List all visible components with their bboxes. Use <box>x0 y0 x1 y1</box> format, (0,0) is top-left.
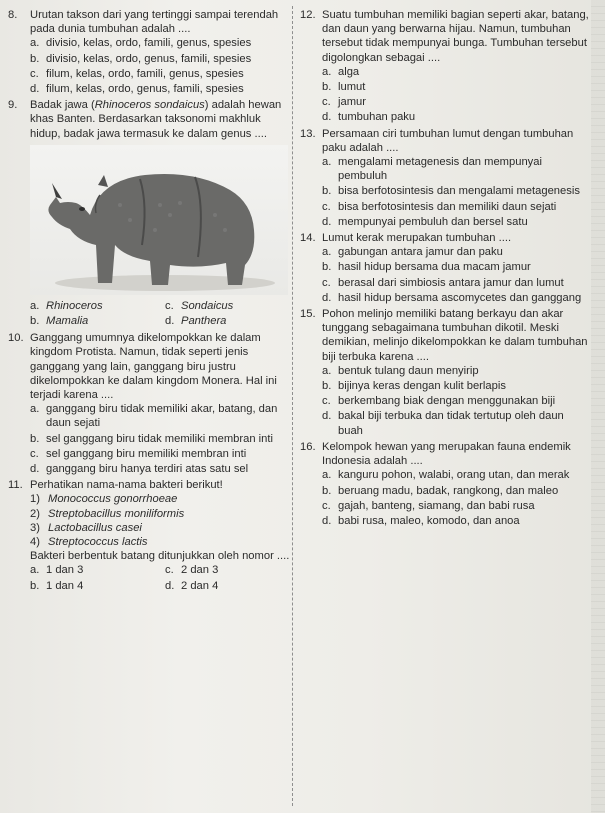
question-stem: Urutan takson dari yang tertinggi sampai terendah pada dunia tumbuhan adalah .... <box>30 9 279 36</box>
option-d: d. bakal biji terbuka dan tidak tertutup oleh daun buah <box>322 410 564 437</box>
question-stem: Lumut kerak merupakan tumbuhan .... <box>322 232 512 245</box>
option-b: b. 1 dan 4 <box>30 579 84 592</box>
list-item: 3) Lactobacillus casei <box>30 521 142 534</box>
option-a: a. gabungan antara jamur dan paku <box>322 246 503 259</box>
option-d: d. Panthera <box>165 315 227 328</box>
column-divider <box>292 6 293 806</box>
question-8 <box>8 8 290 96</box>
page-edge <box>591 0 605 813</box>
question-12 <box>300 8 590 125</box>
option-d: d. babi rusa, maleo, komodo, dan anoa <box>322 514 520 527</box>
option-b: b. divisio, kelas, ordo, genus, famili, spesies <box>30 52 252 65</box>
question-stem: Badak jawa (Rhinoceros sondaicus) adalah hewan khas Banten. Berdasarkan taksonomi makhluk hidup, badak jawa termasuk ke dalam genus .... <box>30 99 282 140</box>
list-item: 1) Monococcus gonorrhoeae <box>30 493 178 506</box>
question-11 <box>8 478 290 594</box>
option-a: a. 1 dan 3 <box>30 564 84 577</box>
option-c: c. berkembang biak dengan menggunakan biji <box>322 395 556 408</box>
question-number: 16. <box>300 440 316 453</box>
question-number: 12. <box>300 9 316 21</box>
question-15 <box>300 307 590 438</box>
rhinoceros-illustration <box>30 145 288 295</box>
question-16 <box>300 440 590 528</box>
question-number: 14. <box>300 232 316 245</box>
question-number: 15. <box>300 308 316 321</box>
list-item: 4) Streptococcus lactis <box>30 536 148 549</box>
question-stem: Perhatikan nama-nama bakteri berikut! <box>30 479 223 492</box>
question-10 <box>8 331 290 476</box>
option-c: c. 2 dan 3 <box>165 564 219 577</box>
question-number: 8. <box>8 9 18 21</box>
option-b: b. hasil hidup bersama dua macam jamur <box>322 261 531 274</box>
question-number: 13. <box>300 127 316 140</box>
option-d: d. ganggang biru hanya terdiri atas satu sel <box>30 463 249 476</box>
option-a: a. divisio, kelas, ordo, famili, genus, spesies <box>30 37 252 50</box>
option-b: b. beruang madu, badak, rangkong, dan maleo <box>322 484 559 497</box>
question-9 <box>8 98 290 329</box>
option-a: a. ganggang biru tidak memiliki akar, batang, dan daun sejati <box>30 403 278 430</box>
rhinoceros-image <box>30 145 288 295</box>
option-c: c. jamur <box>322 96 366 109</box>
option-a: a. mengalami metagenesis dan mempunyai pembuluh <box>322 156 542 183</box>
question-prompt: Bakteri berbentuk batang ditunjukkan oleh nomor .... <box>30 550 290 563</box>
option-d: d. tumbuhan paku <box>322 111 416 124</box>
option-a: a. kanguru pohon, walabi, orang utan, dan merak <box>322 469 570 482</box>
question-stem: Pohon melinjo memiliki batang berkayu dan akar tunggang sebagaimana tumbuhan dikotil. Meski demikian, melinjo dikelompokkan ke dalam tumbuhan biji terbuka karena .... <box>322 308 588 363</box>
option-c: c. gajah, banteng, siamang, dan babi rusa <box>322 499 535 512</box>
option-b: b. lumut <box>322 81 366 94</box>
option-d: d. 2 dan 4 <box>165 579 219 592</box>
question-14 <box>300 231 590 305</box>
option-c: c. sel ganggang biru memiliki membran inti <box>30 447 247 460</box>
question-stem: Suatu tumbuhan memiliki bagian seperti akar, batang, dan daun yang berwarna hijau. Namun, tumbuhan tersebut tidak mempunyai bunga. Tumbuhan tersebut digolongkan sebagai .... <box>322 9 589 64</box>
list-item: 2) Streptobacillus moniliformis <box>30 507 185 520</box>
question-13 <box>300 127 590 229</box>
option-b: b. bisa berfotosintesis dan mengalami metagenesis <box>322 185 580 198</box>
option-c: c. berasal dari simbiosis antara jamur dan lumut <box>322 276 564 289</box>
option-d: d. mempunyai pembuluh dan bersel satu <box>322 215 528 228</box>
question-stem: Kelompok hewan yang merupakan fauna endemik Indonesia adalah .... <box>322 440 571 468</box>
option-a: a. Rhinoceros <box>30 299 103 312</box>
bacteria-list <box>30 492 290 549</box>
right-column <box>300 8 590 530</box>
option-d: d. filum, kelas, ordo, genus, famili, spesies <box>30 83 244 96</box>
question-number: 10. <box>8 332 24 345</box>
question-stem: Persamaan ciri tumbuhan lumut dengan tumbuhan paku adalah .... <box>322 127 574 154</box>
question-number: 9. <box>8 99 18 112</box>
option-c: c. Sondaicus <box>165 299 234 312</box>
option-c: c. filum, kelas, ordo, famili, genus, spesies <box>30 67 244 80</box>
option-c: c. bisa berfotosintesis dan memiliki daun sejati <box>322 200 557 213</box>
option-a: a. bentuk tulang daun menyirip <box>322 364 479 377</box>
left-column <box>8 8 290 596</box>
option-b: b. bijinya keras dengan kulit berlapis <box>322 380 506 393</box>
question-number: 11. <box>8 479 23 492</box>
option-b: b. sel ganggang biru tidak memiliki membran inti <box>30 432 273 445</box>
question-stem: Ganggang umumnya dikelompokkan ke dalam kingdom Protista. Namun, tidak seperti jenis ganggang yang lain, ganggang biru justru dikelompokkan ke dalam kingdom Monera. Hal ini terjadi karena .... <box>30 332 277 402</box>
option-a: a. alga <box>322 65 360 78</box>
option-d: d. hasil hidup bersama ascomycetes dan ganggang <box>322 291 582 304</box>
option-b: b. Mamalia <box>30 315 89 328</box>
